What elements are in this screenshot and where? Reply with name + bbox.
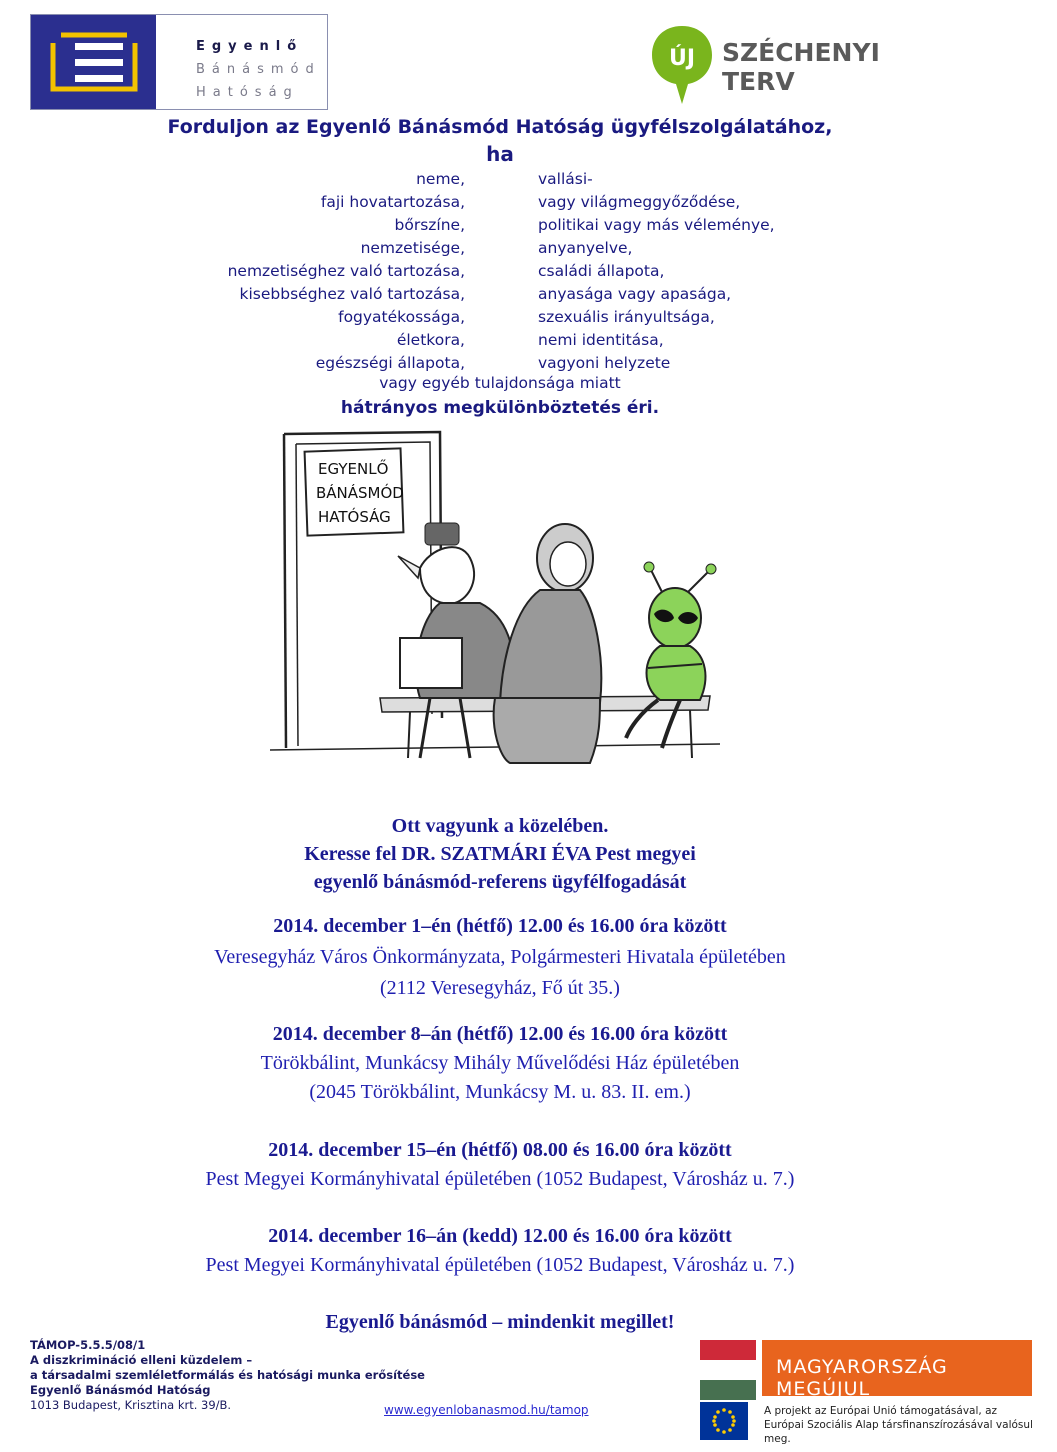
ground-item: nemzetisége, bbox=[360, 239, 465, 257]
ground-item: vagyoni helyzete bbox=[538, 354, 671, 372]
footer-project-info bbox=[30, 1338, 425, 1413]
ebh-logo-mark bbox=[31, 15, 156, 109]
intro-title-line-2: ha bbox=[486, 142, 514, 166]
ebh-logo bbox=[30, 14, 328, 110]
intro-closing-line: vagy egyéb tulajdonsága miatt bbox=[379, 374, 621, 392]
event-1-date: 2014. december 1–én (hétfő) 12.00 és 16.00 óra között bbox=[273, 915, 727, 937]
event-2-date: 2014. december 8–án (hétfő) 12.00 és 16.00 óra között bbox=[272, 1023, 728, 1045]
ground-item: politikai vagy más véleménye, bbox=[538, 216, 775, 234]
ground-item: nemzetiséghez való tartozása, bbox=[227, 262, 465, 280]
event-4-place: Pest Megyei Kormányhivatal épületében (1052 Budapest, Városház u. 7.) bbox=[205, 1254, 795, 1276]
door-sign-line-1: EGYENLŐ bbox=[318, 460, 389, 478]
ground-item: anyanyelve, bbox=[538, 239, 633, 257]
info-line-1: Ott vagyunk a közelében. bbox=[391, 815, 609, 837]
info-line-3: egyenlő bánásmód-referens ügyfélfogadását bbox=[313, 871, 687, 893]
ground-item: életkora, bbox=[396, 331, 465, 349]
event-2-address: (2045 Törökbálint, Munkácsy M. u. 83. II. em.) bbox=[309, 1081, 691, 1103]
event-2-place: Törökbálint, Munkácsy Mihály Művelődési Ház épületében bbox=[260, 1052, 740, 1074]
magyarorszag-megujul-text: MAGYARORSZÁG MEGÚJUL bbox=[776, 1356, 948, 1400]
eu-funding-text: A projekt az Európai Unió támogatásával, az Európai Szociális Alap társfinanszírozásával valósul meg. bbox=[764, 1405, 1033, 1445]
cartoon-illustration bbox=[270, 428, 730, 778]
ground-item: családi állapota, bbox=[538, 262, 665, 280]
green-alien bbox=[626, 562, 716, 748]
ground-item: szexuális irányultsága, bbox=[538, 308, 715, 326]
ground-item: neme, bbox=[416, 170, 465, 188]
grounds-right-column bbox=[538, 168, 898, 375]
door-sign-line-2: BÁNÁSMÓD bbox=[316, 484, 404, 502]
elderly-woman bbox=[494, 524, 602, 763]
ebh-logo-word-3: Hatóság bbox=[196, 85, 299, 100]
hungarian-flag-icon bbox=[700, 1340, 756, 1400]
door-sign-line-3: HATÓSÁG bbox=[318, 508, 391, 526]
footer-org-name: Egyenlő Bánásmód Hatóság bbox=[30, 1383, 211, 1397]
slogan: Egyenlő bánásmód – mindenkit megillet! bbox=[325, 1311, 675, 1333]
ground-item: vagy világmeggyőződése, bbox=[538, 193, 741, 211]
ground-item: nemi identitása, bbox=[538, 331, 664, 349]
ground-item: anyasága vagy apasága, bbox=[538, 285, 732, 303]
ebh-logo-word-1: Egyenlő bbox=[196, 39, 304, 54]
szechenyi-badge: ÚJ bbox=[668, 46, 696, 71]
szechenyi-terv-text: SZÉCHENYI TERV bbox=[722, 38, 880, 96]
grounds-left-column bbox=[120, 168, 465, 375]
intro-emphasis-line: hátrányos megkülönböztetés éri. bbox=[340, 398, 660, 418]
ground-item: fogyatékossága, bbox=[338, 308, 465, 326]
eu-flag-icon bbox=[700, 1402, 748, 1440]
footer-website-link[interactable]: www.egyenlobanasmod.hu/tamop bbox=[384, 1403, 589, 1417]
event-4-date: 2014. december 16–án (kedd) 12.00 és 16.00 óra között bbox=[268, 1225, 732, 1247]
ebh-emblem-icon bbox=[31, 15, 156, 109]
ground-item: kisebbséghez való tartozása, bbox=[239, 285, 465, 303]
intro-title-line-1: Forduljon az Egyenlő Bánásmód Hatóság ügyfélszolgálatához, bbox=[167, 116, 833, 138]
footer-project-code: TÁMOP-5.5.5/08/1 bbox=[30, 1338, 146, 1352]
event-1-address: (2112 Veresegyház, Fő út 35.) bbox=[380, 977, 620, 999]
ground-item: faji hovatartozása, bbox=[320, 193, 465, 211]
speech-pin-icon bbox=[650, 22, 714, 106]
event-3-place: Pest Megyei Kormányhivatal épületében (1052 Budapest, Városház u. 7.) bbox=[205, 1168, 795, 1190]
event-3-date: 2014. december 15–én (hétfő) 08.00 és 16.00 óra között bbox=[268, 1139, 732, 1161]
ground-item: vallási- bbox=[538, 170, 593, 188]
ground-item: egészségi állapota, bbox=[315, 354, 465, 372]
event-1-place: Veresegyház Város Önkormányzata, Polgármesteri Hivatala épületében bbox=[214, 946, 786, 968]
ebh-logo-word-2: Bánásmód bbox=[196, 62, 321, 77]
footer-project-title-2: a társadalmi szemléletformálás és hatósági munka erősítése bbox=[30, 1368, 425, 1382]
szechenyi-terv-logo bbox=[650, 22, 940, 106]
ground-item: bőrszíne, bbox=[394, 216, 465, 234]
magyarorszag-megujul-logo bbox=[762, 1340, 1032, 1400]
info-line-2: Keresse fel DR. SZATMÁRI ÉVA Pest megyei bbox=[304, 843, 696, 865]
footer-project-title-1: A diszkrimináció elleni küzdelem – bbox=[30, 1353, 253, 1367]
footer-address: 1013 Budapest, Krisztina krt. 39/B. bbox=[30, 1398, 232, 1412]
